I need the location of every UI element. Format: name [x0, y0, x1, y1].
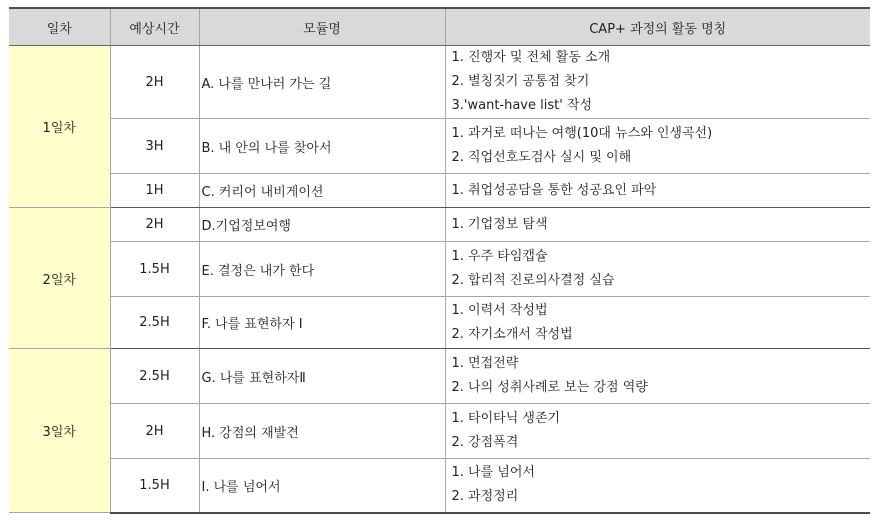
table-row: [9, 174, 870, 208]
header-row: [9, 8, 870, 46]
hours-cell: 2H: [110, 404, 199, 459]
table-row: [9, 297, 870, 349]
hours-cell: 3H: [110, 119, 199, 174]
activity-item: 2. 합리적 진로의사결정 실습: [451, 273, 615, 288]
hours-cell: 1H: [110, 174, 199, 208]
module-cell: I. 나를 넘어서: [199, 459, 445, 513]
module-cell: E. 결정은 내가 한다: [199, 242, 445, 297]
activity-item: 1. 이력서 작성법: [451, 302, 548, 318]
module-cell: B. 내 안의 나를 찾아서: [199, 119, 445, 174]
table-row: [9, 459, 870, 513]
activity-item: 2. 강점폭격: [451, 435, 519, 450]
table-row: [9, 349, 870, 404]
hours-cell: 2.5H: [110, 297, 199, 349]
activity-item: 2. 자기소개서 작성법: [451, 326, 573, 342]
activity-cell: [445, 46, 870, 119]
hours-cell: 2H: [110, 46, 199, 119]
activity-item: 1. 과거로 떠나는 여행(10대 뉴스와 인생곡선): [451, 126, 713, 141]
activity-cell: [445, 208, 870, 242]
header-hours: 예상시간: [110, 8, 199, 46]
schedule-table: [9, 7, 870, 514]
activity-item: 1. 우주 타임캡슐: [451, 249, 548, 264]
header-module: 모듈명: [199, 8, 445, 46]
table-row: [9, 242, 870, 297]
activity-cell: [445, 297, 870, 349]
header-activity: CAP+ 과정의 활동 명칭: [445, 8, 870, 46]
module-cell: G. 나를 표현하자Ⅱ: [199, 349, 445, 404]
activity-item: 1. 나를 넘어서: [451, 465, 535, 481]
activity-cell: [445, 119, 870, 174]
header-day: 일차: [9, 8, 110, 46]
hours-cell: 1.5H: [110, 242, 199, 297]
activity-cell: [445, 459, 870, 513]
activity-item: 1. 타이타닉 생존기: [451, 411, 561, 426]
day-label: 3일차: [9, 349, 110, 513]
module-cell: A. 나를 만나러 가는 길: [199, 46, 445, 119]
hours-cell: 1.5H: [110, 459, 199, 513]
module-cell: F. 나를 표현하자 Ⅰ: [199, 297, 445, 349]
activity-item: 2. 나의 성취사례로 보는 강점 역량: [451, 380, 648, 395]
activity-item: 1. 면접전략: [451, 356, 519, 371]
activity-cell: [445, 404, 870, 459]
activity-cell: [445, 242, 870, 297]
activity-item: 2. 직업선호도검사 실시 및 이해: [451, 150, 632, 165]
activity-item: 2. 별칭짓기 공통점 찾기: [451, 74, 590, 89]
activity-item: 1. 취업성공담을 통한 성공요인 파악: [451, 182, 657, 198]
hours-cell: 2.5H: [110, 349, 199, 404]
table-row: [9, 208, 870, 242]
day-label: 2일차: [9, 208, 110, 349]
table-row: [9, 404, 870, 459]
hours-cell: 2H: [110, 208, 199, 242]
activity-cell: [445, 174, 870, 208]
activity-cell: [445, 349, 870, 404]
activity-item: 1. 기업정보 탐색: [451, 216, 548, 232]
activity-item: 2. 과정정리: [451, 489, 519, 505]
table-row: [9, 119, 870, 174]
module-cell: H. 강점의 재발견: [199, 404, 445, 459]
activity-item: 1. 진행자 및 전체 활동 소개: [451, 50, 611, 65]
module-cell: D.기업정보여행: [199, 208, 445, 242]
day-label: 1일차: [9, 46, 110, 208]
activity-item: 3.'want-have list' 작성: [451, 98, 593, 113]
table-row: [9, 46, 870, 119]
module-cell: C. 커리어 내비게이션: [199, 174, 445, 208]
